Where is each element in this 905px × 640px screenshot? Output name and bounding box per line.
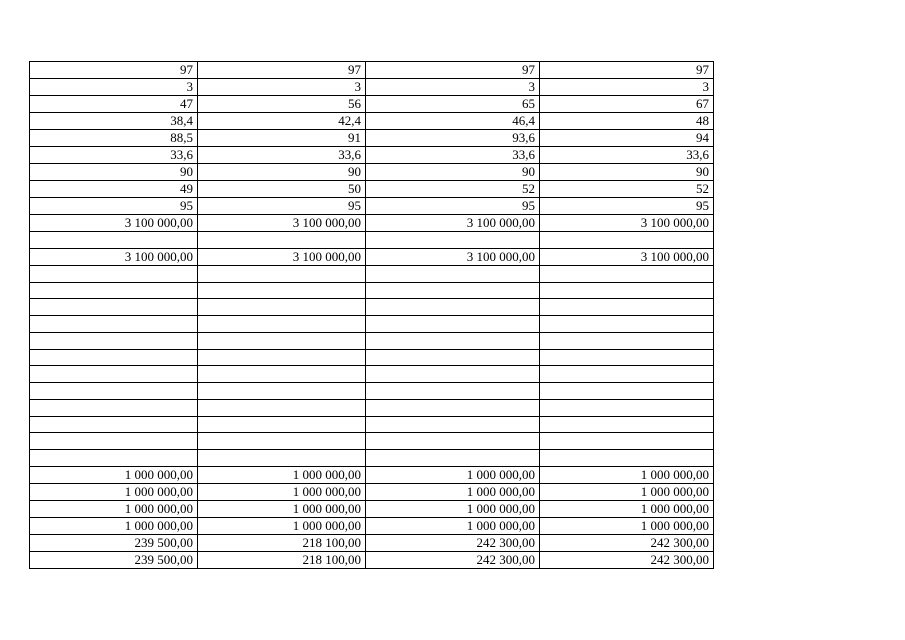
table-cell: 1 000 000,00 — [366, 500, 540, 517]
table-cell: 242 300,00 — [540, 534, 714, 551]
table-row — [30, 147, 714, 164]
table-cell: 1 000 000,00 — [30, 500, 198, 517]
table-row — [30, 416, 714, 433]
table-cell — [30, 282, 198, 299]
table-cell — [198, 383, 366, 400]
table-cell — [30, 232, 198, 249]
table-cell: 239 500,00 — [30, 534, 198, 551]
table-cell — [540, 232, 714, 249]
table-cell: 94 — [540, 130, 714, 147]
table-row — [30, 215, 714, 232]
table-row — [30, 433, 714, 450]
table-row — [30, 316, 714, 333]
table-cell: 49 — [30, 181, 198, 198]
table-cell — [366, 383, 540, 400]
table-cell: 3 — [198, 79, 366, 96]
table-cell: 3 100 000,00 — [540, 248, 714, 265]
table-cell: 97 — [366, 62, 540, 79]
table-cell — [366, 366, 540, 383]
table-row — [30, 517, 714, 534]
table-cell: 65 — [366, 96, 540, 113]
table-row — [30, 383, 714, 400]
table-cell: 46,4 — [366, 113, 540, 130]
table-cell: 33,6 — [540, 147, 714, 164]
table-cell: 242 300,00 — [366, 534, 540, 551]
table-cell: 218 100,00 — [198, 551, 366, 568]
table-cell: 33,6 — [366, 147, 540, 164]
table-cell: 3 100 000,00 — [30, 248, 198, 265]
table-cell: 91 — [198, 130, 366, 147]
table-cell: 3 — [30, 79, 198, 96]
table-cell: 97 — [540, 62, 714, 79]
table-cell — [366, 416, 540, 433]
table-cell: 33,6 — [30, 147, 198, 164]
table-row — [30, 232, 714, 249]
table-cell: 90 — [30, 164, 198, 181]
table-cell — [198, 232, 366, 249]
table-cell — [30, 265, 198, 282]
table-row — [30, 113, 714, 130]
table-cell: 242 300,00 — [366, 551, 540, 568]
table-row — [30, 248, 714, 265]
table-cell: 67 — [540, 96, 714, 113]
table-cell — [540, 332, 714, 349]
table-cell — [366, 316, 540, 333]
table-cell: 97 — [198, 62, 366, 79]
table-row — [30, 130, 714, 147]
table-cell: 42,4 — [198, 113, 366, 130]
table-cell — [198, 332, 366, 349]
table-cell — [30, 416, 198, 433]
table-cell: 239 500,00 — [30, 551, 198, 568]
table-body — [30, 62, 714, 569]
table-row — [30, 299, 714, 316]
table-cell — [366, 232, 540, 249]
table-cell: 56 — [198, 96, 366, 113]
table-cell: 1 000 000,00 — [198, 517, 366, 534]
table-cell: 3 100 000,00 — [366, 248, 540, 265]
table-cell: 1 000 000,00 — [540, 500, 714, 517]
table-row — [30, 534, 714, 551]
table-cell — [198, 349, 366, 366]
table-cell: 90 — [366, 164, 540, 181]
table-cell — [30, 450, 198, 467]
table-cell — [540, 366, 714, 383]
table-row — [30, 366, 714, 383]
table-cell: 218 100,00 — [198, 534, 366, 551]
table-cell — [198, 282, 366, 299]
table-cell — [366, 299, 540, 316]
table-cell — [366, 282, 540, 299]
table-cell: 1 000 000,00 — [366, 517, 540, 534]
table-cell: 1 000 000,00 — [366, 483, 540, 500]
table-row — [30, 62, 714, 79]
table-cell — [198, 366, 366, 383]
table-cell — [30, 366, 198, 383]
data-table — [29, 61, 714, 569]
table-row — [30, 332, 714, 349]
table-cell — [198, 399, 366, 416]
table-cell — [198, 299, 366, 316]
table-cell — [366, 399, 540, 416]
table-cell: 1 000 000,00 — [30, 466, 198, 483]
table-cell: 3 100 000,00 — [30, 215, 198, 232]
table-row — [30, 483, 714, 500]
table-cell: 47 — [30, 96, 198, 113]
table-row — [30, 551, 714, 568]
table-row — [30, 399, 714, 416]
table-row — [30, 466, 714, 483]
table-cell: 1 000 000,00 — [30, 483, 198, 500]
table-cell — [540, 265, 714, 282]
table-cell — [540, 433, 714, 450]
table-cell — [540, 282, 714, 299]
table-cell — [198, 450, 366, 467]
table-cell — [540, 383, 714, 400]
table-cell — [198, 433, 366, 450]
table-cell — [366, 332, 540, 349]
table-cell — [366, 450, 540, 467]
table-cell: 242 300,00 — [540, 551, 714, 568]
table-cell: 97 — [30, 62, 198, 79]
table-cell — [366, 433, 540, 450]
table-cell: 95 — [366, 198, 540, 215]
table-cell: 1 000 000,00 — [30, 517, 198, 534]
table-row — [30, 181, 714, 198]
table-cell — [198, 316, 366, 333]
table-cell: 1 000 000,00 — [198, 500, 366, 517]
table-cell: 38,4 — [30, 113, 198, 130]
table-cell: 93,6 — [366, 130, 540, 147]
table-cell: 1 000 000,00 — [540, 517, 714, 534]
table-cell: 1 000 000,00 — [540, 466, 714, 483]
table-cell: 52 — [366, 181, 540, 198]
table-cell: 1 000 000,00 — [540, 483, 714, 500]
table-cell: 95 — [540, 198, 714, 215]
table-cell — [30, 299, 198, 316]
table-cell — [540, 399, 714, 416]
table-cell: 50 — [198, 181, 366, 198]
table-row — [30, 198, 714, 215]
table-cell: 90 — [540, 164, 714, 181]
table-row — [30, 79, 714, 96]
table-cell: 3 100 000,00 — [198, 248, 366, 265]
table-cell — [540, 416, 714, 433]
table-cell: 33,6 — [198, 147, 366, 164]
table-cell: 90 — [198, 164, 366, 181]
table-cell — [198, 416, 366, 433]
table-cell — [30, 349, 198, 366]
table-cell: 48 — [540, 113, 714, 130]
table-row — [30, 164, 714, 181]
table-cell — [198, 265, 366, 282]
table-cell: 52 — [540, 181, 714, 198]
table-cell: 1 000 000,00 — [198, 483, 366, 500]
table-cell — [30, 332, 198, 349]
table-row — [30, 349, 714, 366]
table-cell — [30, 383, 198, 400]
table-cell: 3 — [540, 79, 714, 96]
table-row — [30, 500, 714, 517]
table-cell — [30, 433, 198, 450]
table-cell — [366, 265, 540, 282]
table-row — [30, 265, 714, 282]
table-cell: 3 100 000,00 — [198, 215, 366, 232]
table-cell — [30, 399, 198, 416]
table-cell: 1 000 000,00 — [198, 466, 366, 483]
table-cell — [540, 316, 714, 333]
table-cell: 3 100 000,00 — [540, 215, 714, 232]
table-cell — [540, 299, 714, 316]
table-row — [30, 96, 714, 113]
table-cell — [30, 316, 198, 333]
table-row — [30, 282, 714, 299]
table-cell: 95 — [30, 198, 198, 215]
table-cell — [540, 349, 714, 366]
table-row — [30, 450, 714, 467]
table-cell: 1 000 000,00 — [366, 466, 540, 483]
table-cell: 3 — [366, 79, 540, 96]
table-cell — [540, 450, 714, 467]
table-cell: 88,5 — [30, 130, 198, 147]
table-cell: 3 100 000,00 — [366, 215, 540, 232]
table-cell: 95 — [198, 198, 366, 215]
table-cell — [366, 349, 540, 366]
